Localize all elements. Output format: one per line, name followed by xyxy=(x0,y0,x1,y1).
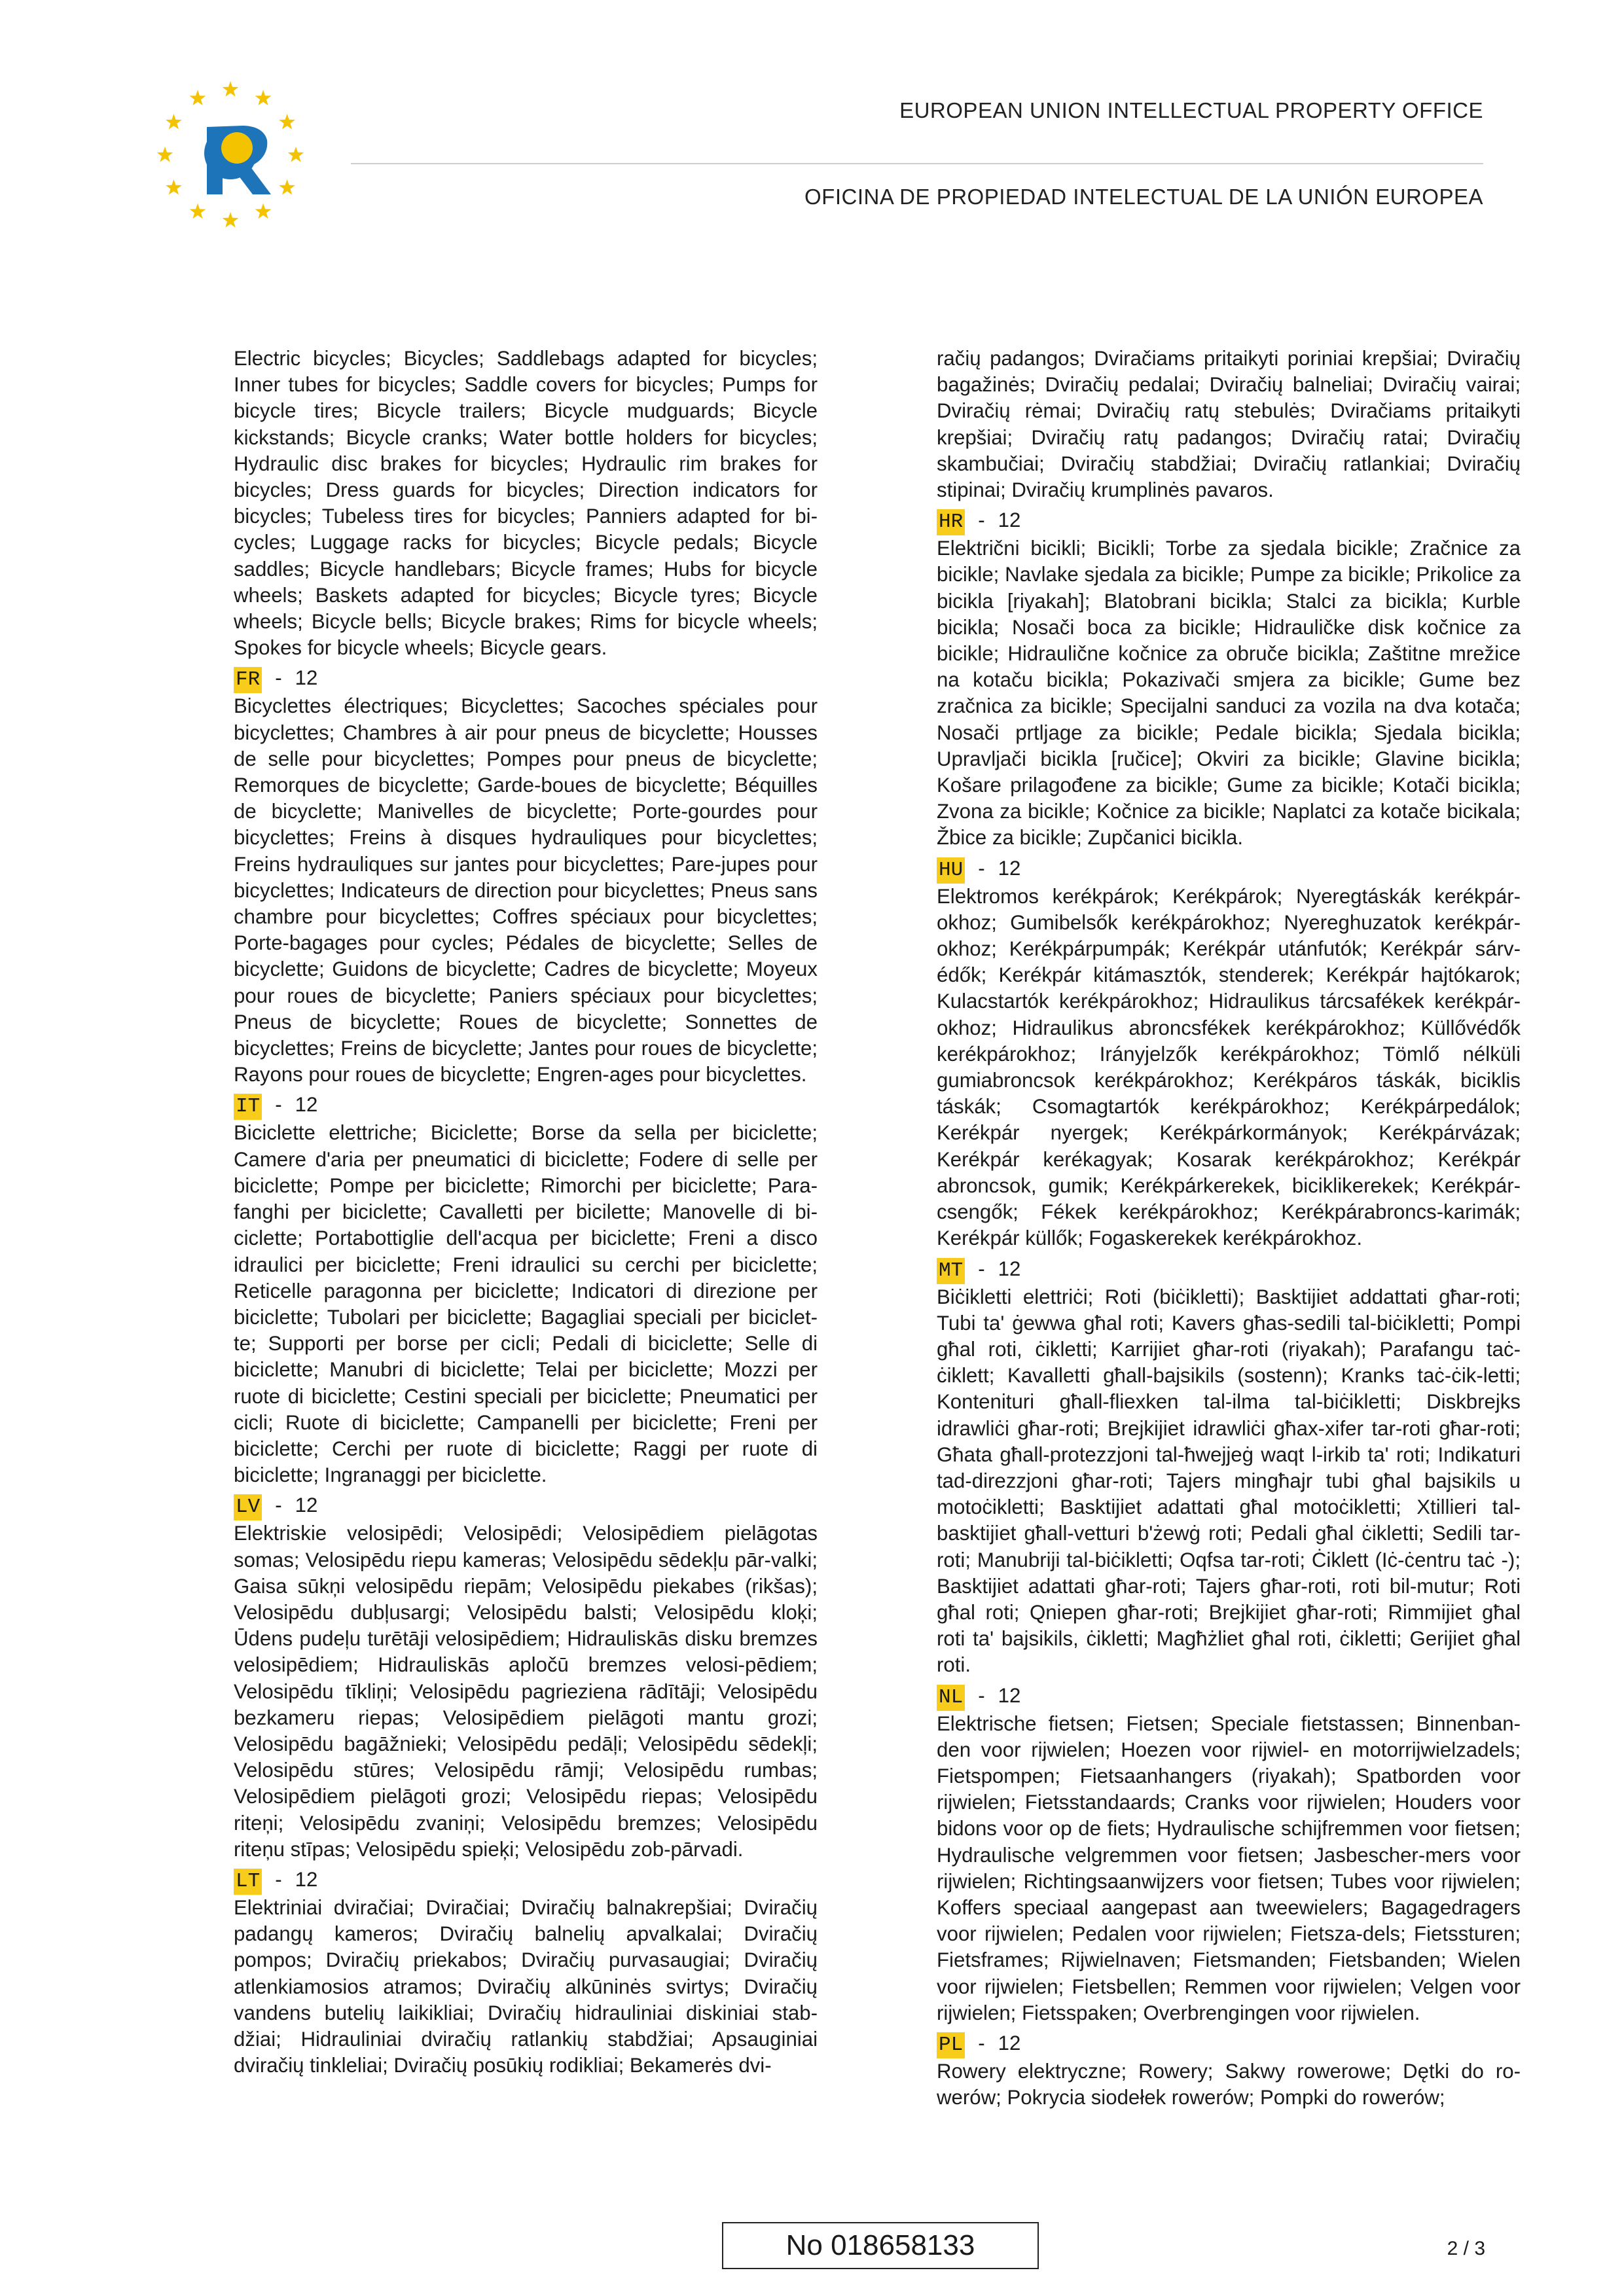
nice-class: 12 xyxy=(295,1494,318,1517)
lang-section-lv xyxy=(234,1492,818,1863)
star-icon xyxy=(223,81,239,97)
lang-separator: - xyxy=(978,1683,985,1707)
star-icon xyxy=(255,204,272,219)
lang-code: PL xyxy=(937,2032,965,2058)
lang-section-it xyxy=(234,1092,818,1488)
lt-continuation: račių padangos; Dviračiams pritaikyti poriniai krepšiai; Dviračių bagažinės; Dviračių pedalai; Dviračių balneliai; Dviračių vairai; Dviračių rėmai; Dviračių ratų stebulės; Dviračiams pritaikyti krepšiai; Dviračių ratų padangos; Dviračių ratai; Dviračių skambučiai; Dviračių stabdžiai; Dviračių ratlankiai; Dviračių stipinai; Dviračių krumplinės pavaros. xyxy=(937,347,1521,502)
office-name-en: EUROPEAN UNION INTELLECTUAL PROPERTY OFFICE xyxy=(899,98,1483,122)
lang-section-hu xyxy=(937,855,1521,1252)
nice-class: 12 xyxy=(998,509,1021,532)
right-column xyxy=(937,346,1521,2111)
nice-class: 12 xyxy=(295,1093,318,1117)
nice-class: 12 xyxy=(998,2031,1021,2054)
lang-header xyxy=(937,2030,1521,2058)
registration-number: No 018658133 xyxy=(722,2222,1039,2269)
lang-code: IT xyxy=(234,1094,262,1120)
star-icon xyxy=(279,114,295,130)
star-icon xyxy=(166,179,182,195)
lang-header xyxy=(937,1683,1521,1711)
goods-list: Električni bicikli; Bicikli; Torbe za sjedala bicikle; Zračnice za bicikle; Navlake sjedala za bicikle; Pumpe za bicikle; Prikolice za bicikla [riyakah]; Blatobrani bicikla; Stalci za bicikla; Kurble bicikla; Nosači boca za bicikle; Hidrauličke disk kočnice za bicikle; Hidraulične kočnice za obruče bicikla; Zaštitne mrežice na kotaču bicikla; Pokazivači smjera za bicikle; Gume bez zračnica za bicikle; Specijalni sanduci za vozila na dva kotača; Nosači prtljage za bicikle; Pedale bicikla; Sjedala bicikla; Upravljači bicikla [ručice]; Okviri za bicikle; Glavine bicikla; Košare prilagođene za bicikle; Gume za bicikle; Kotači bicikla; Zvona za bicikle; Kočnice za bicikle; Naplatci za kotače bicikala; Žbice za bicikle; Zupčanici bicikla. xyxy=(937,537,1521,850)
goods-list: Elektriskie velosipēdi; Velosipēdi; Velosipēdiem pielāgotas somas; Velosipēdu riepu kameras; Velosipēdu sēdekļu pār-valki; Gaisa sūkņi velosipēdu riepām; Velosipēdu piekabes (rikšas); Velosipēdu dubļusargi; Velosipēdu balsti; Velosipēdu kloķi; Ūdens pudeļu turētāji velosipēdiem; Hidrauliskās disku bremzes velosipēdiem; Hidrauliskās apločū bremzes velosi-pēdiem; Velosipēdu tīkliņi; Velosipēdu pagrieziena rādītāji; Velosipēdu bezkameru riepas; Velosipēdiem pielāgoti mantu grozi; Velosipēdu bagāžnieki; Velosipēdu pedāļi; Velosipēdu sēdekļi; Velosipēdu stūres; Velosipēdu rāmji; Velosipēdu rumbas; Velosipēdiem pielāgoti grozi; Velosipēdu riepas; Velosipēdu riteņi; Velosipēdu zvaniņi; Velosipēdu bremzes; Velosipēdu riteņu stīpas; Velosipēdu spieķi; Velosipēdu zob-pārvadi. xyxy=(234,1522,818,1861)
header-divider xyxy=(351,163,1483,164)
lang-separator: - xyxy=(978,1257,985,1280)
goods-list: Bicyclettes électriques; Bicyclettes; Sacoches spéciales pour bicyclettes; Chambres à air pour pneus de bicyclette; Housses de selle pour bicyclettes; Pompes pour pneus de bicyclette; Remorques de bicyclette; Garde-boues de bicyclette; Béquilles de bicyclette; Manivelles de bicyclette; Porte-gourdes pour bicyclettes; Freins à disques hydrauliques pour bicyclettes; Freins hydrauliques sur jantes pour bicyclettes; Pare-jupes pour bicyclettes; Indicateurs de direction pour bicyclettes; Pneus sans chambre pour bicyclettes; Coffres spéciaux pour bicyclettes; Porte-bagages pour cycles; Pédales de bicyclette; Selles de bicyclette; Guidons de bicyclette; Cadres de bicyclette; Moyeux pour roues de bicyclette; Paniers spéciaux pour bicyclettes; Pneus de bicyclette; Roues de bicyclette; Sonnettes de bicyclettes; Freins de bicyclette; Jantes pour roues de bicyclette; Rayons pour roues de bicyclette; Engren-ages pour bicyclettes. xyxy=(234,694,818,1086)
star-icon xyxy=(279,179,295,195)
star-icon xyxy=(166,114,182,130)
lang-code: LV xyxy=(234,1494,262,1520)
lang-code: MT xyxy=(937,1258,965,1284)
nice-class: 12 xyxy=(295,666,318,690)
intro-goods-en: Electric bicycles; Bicycles; Saddlebags adapted for bicycles; Inner tubes for bicycles; Saddle covers for bicycles; Pumps for bicycle tires; Bicycle trailers; Bicycle mudguards; Bicycle kickstands; Bicycle cranks; Water bottle holders for bicycles; Hydraulic disc brakes for bicycles; Hydraulic rim brakes for bicycles; Dress guards for bicycles; Direction indicators for bicycles; Tubeless tires for bicycles; Panniers adapted for bi-cycles; Luggage racks for bicycles; Bicycle pedals; Bicycle saddles; Bicycle handlebars; Bicycle frames; Hubs for bicycle wheels; Baskets adapted for bicycles; Bicycle tyres; Bicycle wheels; Bicycle bells; Bicycle brakes; Rims for bicycle wheels; Spokes for bicycle wheels; Bicycle gears. xyxy=(234,347,818,660)
star-icon xyxy=(288,147,304,162)
nice-class: 12 xyxy=(998,1683,1021,1707)
lang-header xyxy=(234,665,818,693)
lang-separator: - xyxy=(275,1867,282,1891)
star-icon xyxy=(223,212,239,228)
goods-list: Biċikletti elettriċi; Roti (biċikletti); Basktijiet addattati għar-roti; Tubi ta' ġewwa għal roti; Kavers għas-sedili tal-biċikletti; Pompi għal roti, ċikletti; Karrijiet għar-roti (riyakah); Parafangu taċ-ċiklett; Kavalletti għall-bajsikils (sostenn); Kranks taċ-ċik-letti; Kontenituri għall-fliexken tal-ilma tal-biċikletti; Diskbrejks idrawliċi għar-roti; Brejkijiet idrawliċi għax-xifer tar-roti għar-roti; Għata għall-protezzjoni tal-ħwejjeġ waqt l-irkib ta' roti; Indikaturi tad-direzzjoni għar-roti; Tajers mingħajr tubi għal bajsikils u motoċikletti; Basktijiet adattati għal motoċikletti; Xtillieri tal-basktijiet għall-vetturi b'żewġ roti; Pedali għal ċikletti; Sedili tar-roti; Manubriji tal-biċikletti; Oqfsa tar-roti; Ċiklett (Iċ-ċentru taċ -); Basktijiet adattati għar-roti; Tajers għar-roti, roti bil-mutur; Roti għal roti; Qniepen għar-roti; Brejkijiet għar-roti; Rimmijiet għal roti ta' bajsikils, ċikletti; Magħżliet għal roti, ċikletti; Gerijiet għal roti. xyxy=(937,1285,1521,1677)
lang-code: LT xyxy=(234,1869,262,1895)
lang-separator: - xyxy=(978,856,985,880)
nice-class: 12 xyxy=(998,1257,1021,1280)
lang-separator: - xyxy=(275,666,282,690)
lang-header xyxy=(234,1092,818,1120)
goods-list: Biciclette elettriche; Biciclette; Borse da sella per biciclette; Camere d'aria per pneumatici di biciclette; Fodere di selle per biciclette; Pompe per biciclette; Rimorchi per biciclette; Para-fanghi per biciclette; Cavalletti per bicilette; Manovelle di bi-ciclette; Portabottiglie dell'acqua per biciclette; Freni a disco idraulici per biciclette; Freni idraulici su cerchi per biciclette; Reticelle paragonna per biciclette; Indicatori di direzione per biciclette; Tubolari per biciclette; Bagagliai speciali per biciclet-te; Supporti per borse per cicli; Pedali di biciclette; Selle di biciclette; Manubri di biciclette; Telai per biciclette; Mozzi per ruote di biciclette; Cestini speciali per biciclette; Pneumatici per cicli; Ruote di biciclette; Campanelli per biciclette; Freni per biciclette; Cerchi per ruote di biciclette; Raggi per ruote di biciclette; Ingranaggi per biciclette. xyxy=(234,1121,818,1487)
nice-class: 12 xyxy=(998,856,1021,880)
goods-list: Elektromos kerékpárok; Kerékpárok; Nyeregtáskák kerékpár-okhoz; Gumibelsők kerékpárokhoz; Nyereghuzatok kerékpár-okhoz; Kerékpárpumpák; Kerékpár utánfutók; Kerékpár sárv-édők; Kerékpár kitámasztók, stenderek; Kerékpár hajtókarok; Kulacstartók kerékpárokhoz; Hidraulikus tárcsafékek kerékpár-okhoz; Hidraulikus abroncsfékek kerékpárokhoz; Küllővédők kerékpárokhoz; Irányjelzők kerékpárokhoz; Tömlő nélküli gumiabroncsok kerékpárokhoz; Kerékpáros táskák, biciklis táskák; Csomagtartók kerékpárokhoz; Kerékpárpedálok; Kerékpár nyergek; Kerékpárkormányok; Kerékpárvázak; Kerékpár kerékagyak; Kosarak kerékpárokhoz; Kerékpár abroncsok, gumik; Kerékpárkerekek, biciklikerekek; Kerékpár-csengők; Fékek kerékpárokhoz; Kerékpárabroncs-karimák; Kerékpár küllők; Fogaskerekek kerékpárokhoz. xyxy=(937,884,1521,1250)
lang-separator: - xyxy=(275,1494,282,1517)
lang-header xyxy=(937,855,1521,884)
logo-dot xyxy=(221,132,253,164)
star-icon xyxy=(255,90,272,105)
goods-list: Rowery elektryczne; Rowery; Sakwy rowerowe; Dętki do ro-werów; Pokrycia siodełek rowerów; Pompki do rowerów; xyxy=(937,2059,1521,2109)
lang-separator: - xyxy=(978,509,985,532)
lang-separator: - xyxy=(275,1093,282,1117)
goods-list: Elektriniai dviračiai; Dviračiai; Dviračių balnakrepšiai; Dviračių padangų kameros; Dviračių balnelių apvalkalai; Dviračių pompos; Dviračių priekabos; Dviračių purvasaugiai; Dviračių atlenkiamosios atramos; Dviračių alkūninės svirtys; Dviračių vandens butelių laikikliai; Dviračių hidrauliniai diskiniai stab-džiai; Hidrauliniai dviračių ratlankių stabdžiai; Apsauginiai dviračių tinkleliai; Dviračių posūkių rodikliai; Bekamerės dvi- xyxy=(234,1895,818,2077)
office-name-es: OFICINA DE PROPIEDAD INTELECTUAL DE LA UNIÓN EUROPEA xyxy=(804,185,1483,209)
lang-code: FR xyxy=(234,667,262,693)
star-icon xyxy=(157,147,173,162)
lang-section-fr xyxy=(234,665,818,1088)
lang-section-pl xyxy=(937,2030,1521,2111)
lang-header xyxy=(937,1256,1521,1284)
lang-section-mt xyxy=(937,1256,1521,1679)
left-column xyxy=(234,346,818,2079)
star-icon xyxy=(190,90,206,105)
lang-code: HR xyxy=(937,509,965,535)
page-number: 2 / 3 xyxy=(1447,2238,1485,2259)
lang-separator: - xyxy=(978,2031,985,2054)
lang-section-nl xyxy=(937,1683,1521,2026)
euipo-logo xyxy=(154,80,316,241)
lang-code: HU xyxy=(937,857,965,884)
nice-class: 12 xyxy=(295,1867,318,1891)
star-icon xyxy=(190,204,206,219)
lang-header xyxy=(234,1867,818,1895)
lang-section-hr xyxy=(937,507,1521,851)
lang-header xyxy=(937,507,1521,535)
lang-code: NL xyxy=(937,1685,965,1711)
goods-list: Elektrische fietsen; Fietsen; Speciale fietstassen; Binnenban-den voor rijwielen; Hoezen voor rijwiel- en motorrijwielzadels; Fietspompen; Fietsaanhangers (riyakah); Spatborden voor rijwielen; Fietsstandaards; Cranks voor rijwielen; Houders voor bidons voor op de fiets; Hydraulische schijfremmen voor fietsen; Hydraulische velgremmen voor fietsen; Jasbescher-mers voor rijwielen; Richtingsaanwijzers voor fietsen; Tubes voor rijwielen; Koffers speciaal aangepast aan tweewielers; Bagagedragers voor rijwielen; Pedalen voor rijwielen; Fietsza-dels; Fietssturen; Fietsframes; Rijwielnaven; Fietsmanden; Fietsbanden; Wielen voor rijwielen; Fietsbellen; Remmen voor rijwielen; Velgen voor rijwielen; Fietsspaken; Overbrengingen voor rijwielen. xyxy=(937,1712,1521,2024)
lang-section-lt xyxy=(234,1867,818,2079)
lang-header xyxy=(234,1492,818,1520)
